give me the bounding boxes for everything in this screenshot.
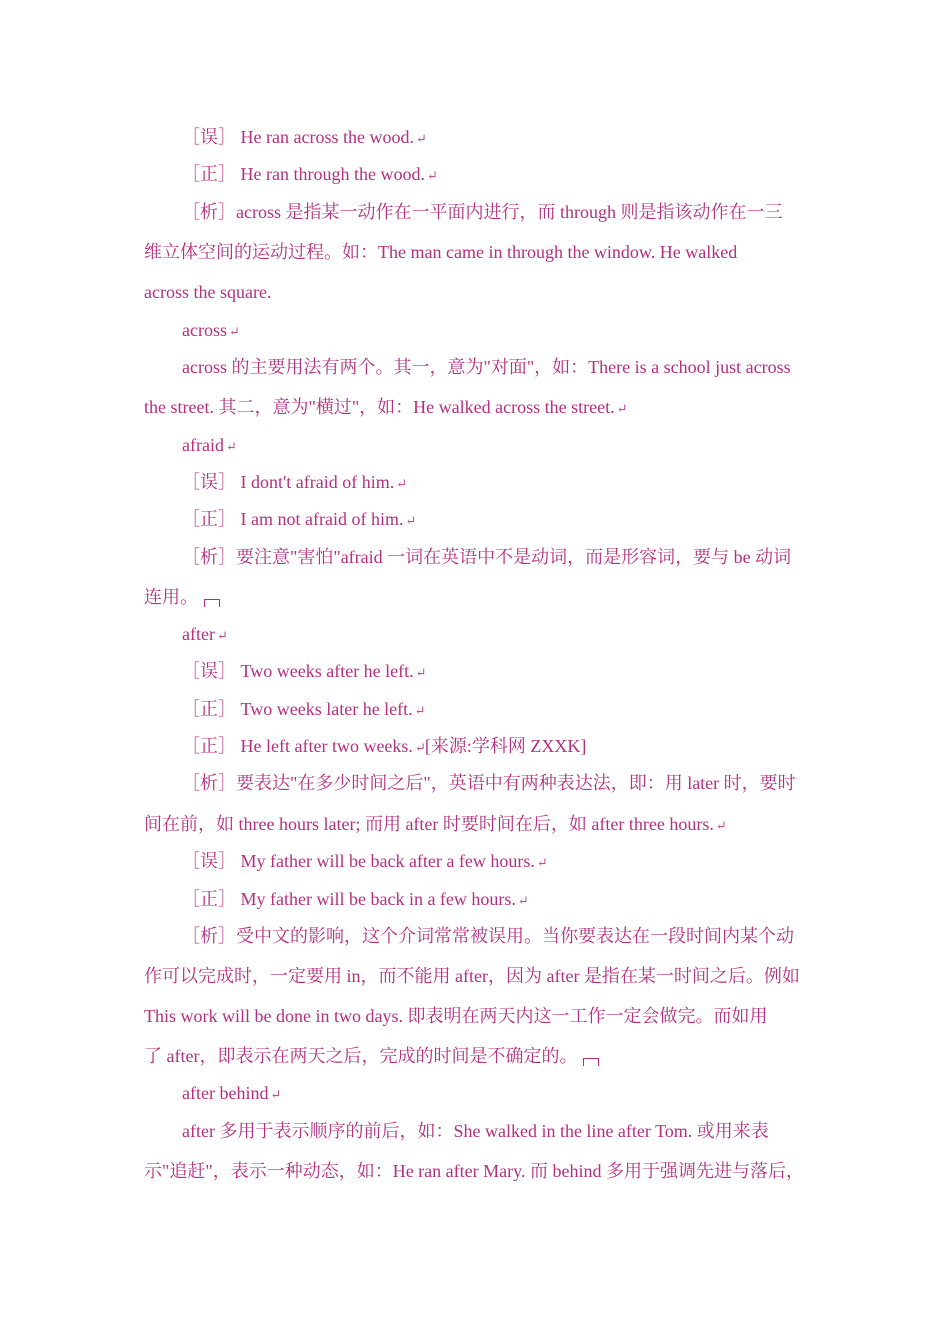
paragraph-mark-icon: ↵ xyxy=(715,818,726,833)
line-text: ［析］要表达"在多少时间之后"，英语中有两种表达法，即：用 later 时，要时 xyxy=(182,773,796,793)
line-text: 示"追赶"，表示一种动态，如：He ran after Mary. 而 behind 多用于强调先进与落后， xyxy=(144,1161,804,1181)
text-line xyxy=(182,356,791,378)
line-text: ［误］ I dont't afraid of him. xyxy=(182,472,395,492)
text-line xyxy=(182,1120,769,1142)
section-break-icon xyxy=(204,599,220,607)
section-heading xyxy=(182,319,239,343)
line-text: 间在前，如 three hours later; 而用 after 时要时间在后，如 after three hours. xyxy=(144,814,714,834)
paragraph-mark-icon: ↵ xyxy=(517,893,528,908)
paragraph-mark-icon: ↵ xyxy=(225,439,236,454)
text-line xyxy=(144,1045,599,1067)
line-text: ［正］ Two weeks later he left. xyxy=(182,699,413,719)
text-line xyxy=(144,1160,804,1182)
line-text: the street. 其二，意为"横过"，如：He walked across the street. xyxy=(144,397,615,417)
paragraph-mark-icon: ↵ xyxy=(414,740,425,755)
text-line xyxy=(182,735,586,759)
paragraph-mark-icon: ↵ xyxy=(415,665,426,680)
line-text: ［正］ My father will be back in a few hours. xyxy=(182,889,516,909)
section-heading xyxy=(182,434,236,458)
text-line xyxy=(182,698,425,722)
paragraph-mark-icon: ↵ xyxy=(396,476,407,491)
line-text: 连用。 xyxy=(144,587,198,607)
line-text: across 的主要用法有两个。其一，意为"对面"，如：There is a school just across xyxy=(182,357,791,377)
paragraph-mark-icon: ↵ xyxy=(415,131,426,146)
text-line xyxy=(182,772,796,794)
text-line xyxy=(144,241,737,263)
text-line xyxy=(144,1005,767,1027)
section-break-icon xyxy=(583,1058,599,1066)
text-line xyxy=(144,586,220,608)
text-line xyxy=(182,850,547,874)
line-text: ［析］要注意"害怕"afraid 一词在英语中不是动词，而是形容词，要与 be 动词 xyxy=(182,547,792,567)
text-line xyxy=(182,163,437,187)
text-line xyxy=(144,396,627,420)
paragraph-mark-icon: ↵ xyxy=(228,324,239,339)
text-line xyxy=(182,508,415,532)
line-text: ［正］ I am not afraid of him. xyxy=(182,509,404,529)
line-text: across the square. xyxy=(144,282,272,302)
section-heading xyxy=(182,1082,280,1106)
section-heading xyxy=(182,623,227,647)
line-text: afraid xyxy=(182,435,224,455)
line-text: 作可以完成时，一定要用 in，而不能用 after，因为 after 是指在某一时间之后。例如 xyxy=(144,966,800,986)
paragraph-mark-icon: ↵ xyxy=(414,703,425,718)
text-line xyxy=(144,281,271,303)
line-text: ［析］across 是指某一动作在一平面内进行，而 through 则是指该动作在一三 xyxy=(182,202,783,222)
text-line xyxy=(182,201,782,223)
paragraph-mark-icon: ↵ xyxy=(216,628,227,643)
text-line xyxy=(182,888,528,912)
text-line xyxy=(182,471,406,495)
paragraph-mark-icon: ↵ xyxy=(270,1087,281,1102)
line-text: across xyxy=(182,320,227,340)
line-text: ［正］ He ran through the wood. xyxy=(182,164,425,184)
text-line xyxy=(144,813,726,837)
paragraph-mark-icon: ↵ xyxy=(426,168,437,183)
line-text: This work will be done in two days. 即表明在两天内这一工作一定会做完。而如用 xyxy=(144,1006,768,1026)
text-line xyxy=(144,965,800,987)
line-text: 维立体空间的运动过程。如：The man came in through the window. He walked xyxy=(144,242,738,262)
source-note: [来源:学科网 ZXXK] xyxy=(424,736,587,756)
line-text: ［误］ He ran across the wood. xyxy=(182,127,414,147)
line-text: after xyxy=(182,624,215,644)
line-text: after behind xyxy=(182,1083,269,1103)
text-line xyxy=(182,660,426,684)
text-line xyxy=(182,546,791,568)
line-text: after 多用于表示顺序的前后，如：She walked in the line after Tom. 或用来表 xyxy=(182,1121,769,1141)
text-line xyxy=(182,925,794,947)
line-text: ［误］ My father will be back after a few hours. xyxy=(182,851,535,871)
line-text: ［析］受中文的影响，这个介词常常被误用。当你要表达在一段时间内某个动 xyxy=(182,926,794,946)
paragraph-mark-icon: ↵ xyxy=(405,513,416,528)
text-line xyxy=(182,126,426,150)
line-text: ［误］ Two weeks after he left. xyxy=(182,661,414,681)
line-text: ［正］ He left after two weeks. xyxy=(182,736,413,756)
paragraph-mark-icon: ↵ xyxy=(616,401,627,416)
line-text: 了 after，即表示在两天之后，完成的时间是不确定的。 xyxy=(144,1046,578,1066)
paragraph-mark-icon: ↵ xyxy=(536,855,547,870)
